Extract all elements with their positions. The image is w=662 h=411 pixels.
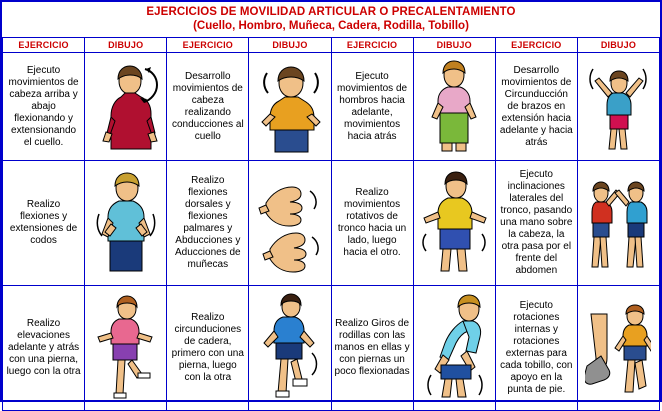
drawing-c3r2: [413, 161, 495, 286]
elbow-flexion-icon: [85, 161, 166, 285]
wrist-movements-icon: [249, 161, 330, 285]
neck-rotation-icon: [249, 53, 330, 160]
drawing-c1r3: [85, 286, 167, 411]
exercise-text-c3r1: Ejecuto movimientos de hombros hacia adelante, movimientos hacia atrás: [331, 53, 413, 161]
title-line-1: EJERCICIOS DE MOVILIDAD ARTICULAR O PRECALENTAMIENTO: [146, 6, 516, 18]
drawing-c1r2: [85, 161, 167, 286]
header-drawing-4: DIBUJO: [577, 38, 659, 53]
header-exercise-4: EJERCICIO: [495, 38, 577, 53]
exercise-text-c3r3: Realizo Giros de rodillas con las manos en ellas y con piernas un poco flexionadas: [331, 286, 413, 411]
document-title: [3, 2, 660, 38]
exercise-text-c4r3: Ejecuto rotaciones internas y rotaciones externas para cada tobillo, con apoyo en la punta de pie.: [495, 286, 577, 411]
drawing-c4r1: [577, 53, 659, 161]
knee-circles-icon: [414, 286, 495, 410]
exercise-text-c1r3: Realizo elevaciones adelante y atrás con una pierna, luego con la otra: [3, 286, 85, 411]
exercise-text-c1r2: Realizo flexiones y extensiones de codos: [3, 161, 85, 286]
drawing-c3r3: [413, 286, 495, 411]
hip-circumduction-icon: [249, 286, 330, 410]
table-row: [3, 286, 660, 411]
drawing-c2r1: [249, 53, 331, 161]
table-row: [3, 161, 660, 286]
exercise-text-c2r2: Realizo flexiones dorsales y flexiones palmares y Abducciones y Aducciones de muñecas: [167, 161, 249, 286]
exercise-text-c3r2: Realizo movimientos rotativos de tronco hacia un lado, luego hacia el otro.: [331, 161, 413, 286]
drawing-c2r2: [249, 161, 331, 286]
ankle-rotation-icon: [578, 286, 659, 410]
exercise-table: [2, 2, 660, 411]
exercise-text-c1r1: Ejecuto movimientos de cabeza arriba y abajo flexionando y extensionando el cuello.: [3, 53, 85, 161]
exercise-text-c2r1: Desarrollo movimientos de cabeza realizando conducciones al cuello: [167, 53, 249, 161]
title-row: [3, 2, 660, 38]
drawing-c4r2: [577, 161, 659, 286]
header-drawing-1: DIBUJO: [85, 38, 167, 53]
arm-circumduction-icon: [578, 53, 659, 160]
neck-flexion-extension-icon: [85, 53, 166, 160]
drawing-c2r3: [249, 286, 331, 411]
title-line-2: (Cuello, Hombro, Muñeca, Cadera, Rodilla, Tobillo): [193, 20, 469, 32]
table-row: [3, 53, 660, 161]
lateral-bend-icon: [578, 161, 659, 285]
drawing-c4r3: [577, 286, 659, 411]
header-exercise-3: EJERCICIO: [331, 38, 413, 53]
trunk-rotation-icon: [414, 161, 495, 285]
exercise-text-c4r2: Ejecuto inclinaciones laterales del tronco, pasando una mano sobre la cabeza, la otra pasa por el frente del abdomen: [495, 161, 577, 286]
header-row: [3, 38, 660, 53]
drawing-c1r1: [85, 53, 167, 161]
header-exercise-1: EJERCICIO: [3, 38, 85, 53]
exercise-text-c4r1: Desarrollo movimientos de Circunducción de brazos en extensión hacia adelante y hacia atrás: [495, 53, 577, 161]
exercise-text-c2r3: Realizo circunduciones de cadera, primero con una pierna, luego con la otra: [167, 286, 249, 411]
drawing-c3r1: [413, 53, 495, 161]
header-drawing-2: DIBUJO: [249, 38, 331, 53]
header-drawing-3: DIBUJO: [413, 38, 495, 53]
leg-raise-icon: [85, 286, 166, 410]
header-exercise-2: EJERCICIO: [167, 38, 249, 53]
shoulder-movements-icon: [414, 53, 495, 160]
